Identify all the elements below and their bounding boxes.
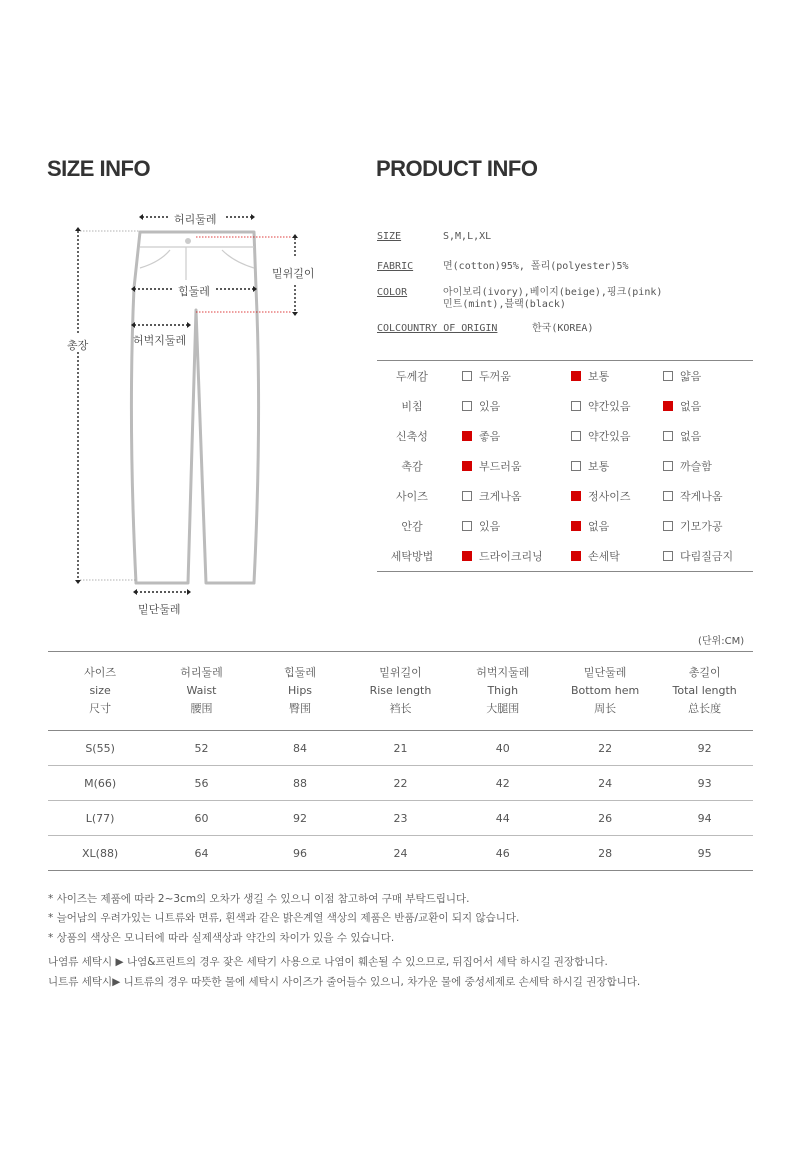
column-header-zh: 总长度 <box>688 702 722 715</box>
table-cell: 24 <box>349 836 451 871</box>
attribute-name: 촉감 <box>401 460 423 473</box>
attribute-option-label: 약간있음 <box>588 400 631 413</box>
unchecked-box-icon <box>571 401 581 411</box>
attribute-option-label: 정사이즈 <box>588 490 631 503</box>
unchecked-box-icon <box>663 371 673 381</box>
column-header <box>452 652 554 731</box>
checked-box-icon <box>462 551 472 561</box>
column-header-ko: 밑단둘레 <box>583 666 627 679</box>
table-cell: 23 <box>349 801 451 836</box>
checked-box-icon <box>571 491 581 501</box>
attribute-option <box>462 518 500 534</box>
column-header-en: Hips <box>288 684 313 697</box>
table-cell: XL(88) <box>48 836 152 871</box>
product-value-size: S,M,L,XL <box>443 231 492 242</box>
attribute-option-label: 손세탁 <box>588 550 620 563</box>
attribute-option-label: 약간있음 <box>588 430 631 443</box>
column-header-en: Rise length <box>369 684 432 697</box>
checked-box-icon <box>571 551 581 561</box>
attribute-option <box>462 398 500 414</box>
product-value-fabric: 면(cotton)95%, 폴리(polyester)5% <box>443 261 629 272</box>
column-header-en: Thigh <box>487 684 519 697</box>
column-header <box>554 652 656 731</box>
column-header-en: Total length <box>672 684 737 697</box>
attribute-option-label: 보통 <box>588 370 610 383</box>
table-cell: 60 <box>152 801 251 836</box>
table-cell: 93 <box>656 766 753 801</box>
unchecked-box-icon <box>462 491 472 501</box>
unchecked-box-icon <box>462 401 472 411</box>
label-hip: 힙둘레 <box>178 285 210 298</box>
unchecked-box-icon <box>663 551 673 561</box>
attribute-option-label: 두꺼움 <box>479 370 511 383</box>
table-cell: 84 <box>251 731 350 766</box>
size-table <box>48 651 753 871</box>
table-cell: 92 <box>656 731 753 766</box>
unchecked-box-icon <box>462 521 472 531</box>
table-cell: 64 <box>152 836 251 871</box>
attribute-row <box>377 391 753 421</box>
pants-diagram <box>60 205 300 620</box>
attribute-option <box>571 488 631 504</box>
table-cell: 28 <box>554 836 656 871</box>
attribute-name: 비침 <box>401 400 423 413</box>
attribute-option <box>663 428 701 444</box>
table-cell: 42 <box>452 766 554 801</box>
attribute-option <box>663 518 723 534</box>
column-header-ko: 허벅지둘레 <box>476 666 530 679</box>
attribute-option-label: 없음 <box>680 430 702 443</box>
label-total: 총장 <box>67 339 89 352</box>
label-thigh: 허벅지둘레 <box>133 334 187 347</box>
attribute-option-label: 있음 <box>479 520 501 533</box>
column-header-zh: 周长 <box>594 702 617 715</box>
table-cell: 88 <box>251 766 350 801</box>
product-label-size: SIZE <box>377 231 402 242</box>
attribute-option-label: 보통 <box>588 460 610 473</box>
product-info-title: PRODUCT INFO <box>376 156 538 181</box>
table-row <box>48 801 753 836</box>
unit-label: (단위:CM) <box>698 636 745 647</box>
label-rise: 밑위길이 <box>272 267 315 280</box>
table-cell: M(66) <box>48 766 152 801</box>
attribute-option <box>571 398 631 414</box>
attribute-option-label: 있음 <box>479 400 501 413</box>
table-cell: 52 <box>152 731 251 766</box>
attribute-option-label: 얇음 <box>680 370 702 383</box>
column-header <box>349 652 451 731</box>
table-row <box>48 766 753 801</box>
column-header-zh: 臀围 <box>289 702 312 715</box>
note-3: * 상품의 색상은 모니터에 따라 실제색상과 약간의 차이가 있을 수 있습니다. <box>48 932 395 944</box>
column-header-ko: 총길이 <box>688 666 721 679</box>
arrow-head <box>292 234 298 238</box>
attribute-option <box>462 488 522 504</box>
column-header-zh: 大腿围 <box>486 702 520 715</box>
product-value-origin: 한국(KOREA) <box>532 323 594 334</box>
button-icon <box>185 238 191 244</box>
attribute-row <box>377 481 753 511</box>
column-header <box>251 652 350 731</box>
note-4: 나염류 세탁시 ▶ 나염&프린트의 경우 잦은 세탁기 사용으로 나염이 훼손될 수 있으므로, 뒤집어서 세탁 하시길 권장합니다. <box>48 956 608 968</box>
table-cell: 95 <box>656 836 753 871</box>
unchecked-box-icon <box>663 491 673 501</box>
column-header-ko: 허리둘레 <box>180 666 223 679</box>
label-waist: 허리둘레 <box>174 213 217 226</box>
arrow-head <box>187 589 191 595</box>
size-info-title: SIZE INFO <box>47 156 151 181</box>
attribute-option <box>462 458 522 474</box>
table-cell: 22 <box>554 731 656 766</box>
column-header-ko: 힙둘레 <box>284 666 316 679</box>
attribute-option-label: 다림질금지 <box>680 550 734 563</box>
table-cell: 56 <box>152 766 251 801</box>
checked-box-icon <box>462 461 472 471</box>
column-header-en: Bottom hem <box>570 684 640 697</box>
table-cell: 40 <box>452 731 554 766</box>
table-cell: 22 <box>349 766 451 801</box>
arrow-head <box>251 214 255 220</box>
attribute-option <box>462 428 500 444</box>
unchecked-box-icon <box>571 431 581 441</box>
column-header <box>48 652 152 731</box>
attribute-option <box>663 398 701 414</box>
column-header-ko: 밑위길이 <box>379 666 422 679</box>
unchecked-box-icon <box>571 461 581 471</box>
pocket-right <box>222 250 254 268</box>
pocket-left <box>140 250 170 268</box>
table-cell: 46 <box>452 836 554 871</box>
table-cell: 44 <box>452 801 554 836</box>
attribute-option <box>571 368 609 384</box>
table-cell: 26 <box>554 801 656 836</box>
column-header-ko: 사이즈 <box>84 666 117 679</box>
arrow-head <box>187 322 191 328</box>
table-cell: L(77) <box>48 801 152 836</box>
table-cell: 94 <box>656 801 753 836</box>
note-1: * 사이즈는 제품에 따라 2~3cm의 오차가 생길 수 있으니 이점 참고하여 구매 부탁드립니다. <box>48 893 470 905</box>
table-cell: 24 <box>554 766 656 801</box>
attribute-option-label: 드라이크리닝 <box>479 550 543 563</box>
size-table-header <box>48 652 753 731</box>
attribute-row <box>377 451 753 481</box>
column-header-en: Waist <box>186 684 217 697</box>
product-label-origin: COLCOUNTRY OF ORIGIN <box>377 323 498 334</box>
attribute-option-label: 없음 <box>680 400 702 413</box>
table-cell: 96 <box>251 836 350 871</box>
attribute-option-label: 없음 <box>588 520 610 533</box>
column-header-zh: 裆长 <box>389 702 412 715</box>
unchecked-box-icon <box>663 431 673 441</box>
column-header <box>656 652 753 731</box>
table-row <box>48 731 753 766</box>
attribute-option-label: 까슬함 <box>680 460 712 473</box>
attribute-grid <box>377 360 753 572</box>
attribute-option <box>571 548 620 564</box>
note-5: 니트류 세탁시▶ 니트류의 경우 따뜻한 물에 세탁시 사이즈가 줄어들수 있으니, 차가운 물에 중성세제로 손세탁 하시길 권장합니다. <box>48 976 641 988</box>
table-cell: 92 <box>251 801 350 836</box>
attribute-option <box>663 368 701 384</box>
column-header-zh: 尺寸 <box>89 702 112 715</box>
attribute-option <box>571 428 631 444</box>
note-2: * 늘어남의 우려가있는 니트류와 면류, 흰색과 같은 밝은계열 색상의 제품은 반품/교환이 되지 않습니다. <box>48 912 520 924</box>
attribute-option <box>462 548 543 564</box>
checked-box-icon <box>663 401 673 411</box>
attribute-name: 세탁방법 <box>390 550 434 563</box>
table-row <box>48 836 753 871</box>
attribute-name: 두께감 <box>396 370 428 383</box>
table-cell: S(55) <box>48 731 152 766</box>
attribute-option <box>663 548 733 564</box>
unchecked-box-icon <box>663 461 673 471</box>
column-header <box>152 652 251 731</box>
attribute-row <box>377 361 753 391</box>
attribute-option <box>571 518 609 534</box>
table-cell: 21 <box>349 731 451 766</box>
arrow-head <box>133 589 137 595</box>
checked-box-icon <box>462 431 472 441</box>
unchecked-box-icon <box>462 371 472 381</box>
checked-box-icon <box>571 521 581 531</box>
product-label-fabric: FABRIC <box>377 261 414 272</box>
attribute-option-label: 크게나옴 <box>479 490 522 503</box>
product-value-color-line2: 민트(mint),블랙(black) <box>443 299 566 310</box>
arrow-head <box>292 312 298 316</box>
attribute-option <box>571 458 609 474</box>
unchecked-box-icon <box>663 521 673 531</box>
attribute-name: 안감 <box>401 520 423 533</box>
attribute-option <box>462 368 511 384</box>
column-header-en: size <box>89 684 111 697</box>
column-header-zh: 腰围 <box>190 702 213 715</box>
product-value-color: 아이보리(ivory),베이지(beige),핑크(pink) <box>443 287 663 298</box>
label-hem: 밑단둘레 <box>138 603 181 616</box>
product-label-color: COLOR <box>377 287 408 298</box>
attribute-option <box>663 488 723 504</box>
attribute-name: 신축성 <box>396 430 428 443</box>
attribute-option-label: 부드러움 <box>479 460 522 473</box>
attribute-row <box>377 421 753 451</box>
arrow-head <box>139 214 143 220</box>
attribute-option-label: 작게나옴 <box>680 490 723 503</box>
attribute-row <box>377 511 753 541</box>
arrow-head <box>75 227 81 231</box>
attribute-name: 사이즈 <box>396 490 428 503</box>
checked-box-icon <box>571 371 581 381</box>
attribute-option <box>663 458 712 474</box>
attribute-option-label: 기모가공 <box>680 520 723 533</box>
attribute-option-label: 좋음 <box>479 430 501 443</box>
arrow-head <box>75 580 81 584</box>
attribute-row <box>377 541 753 571</box>
